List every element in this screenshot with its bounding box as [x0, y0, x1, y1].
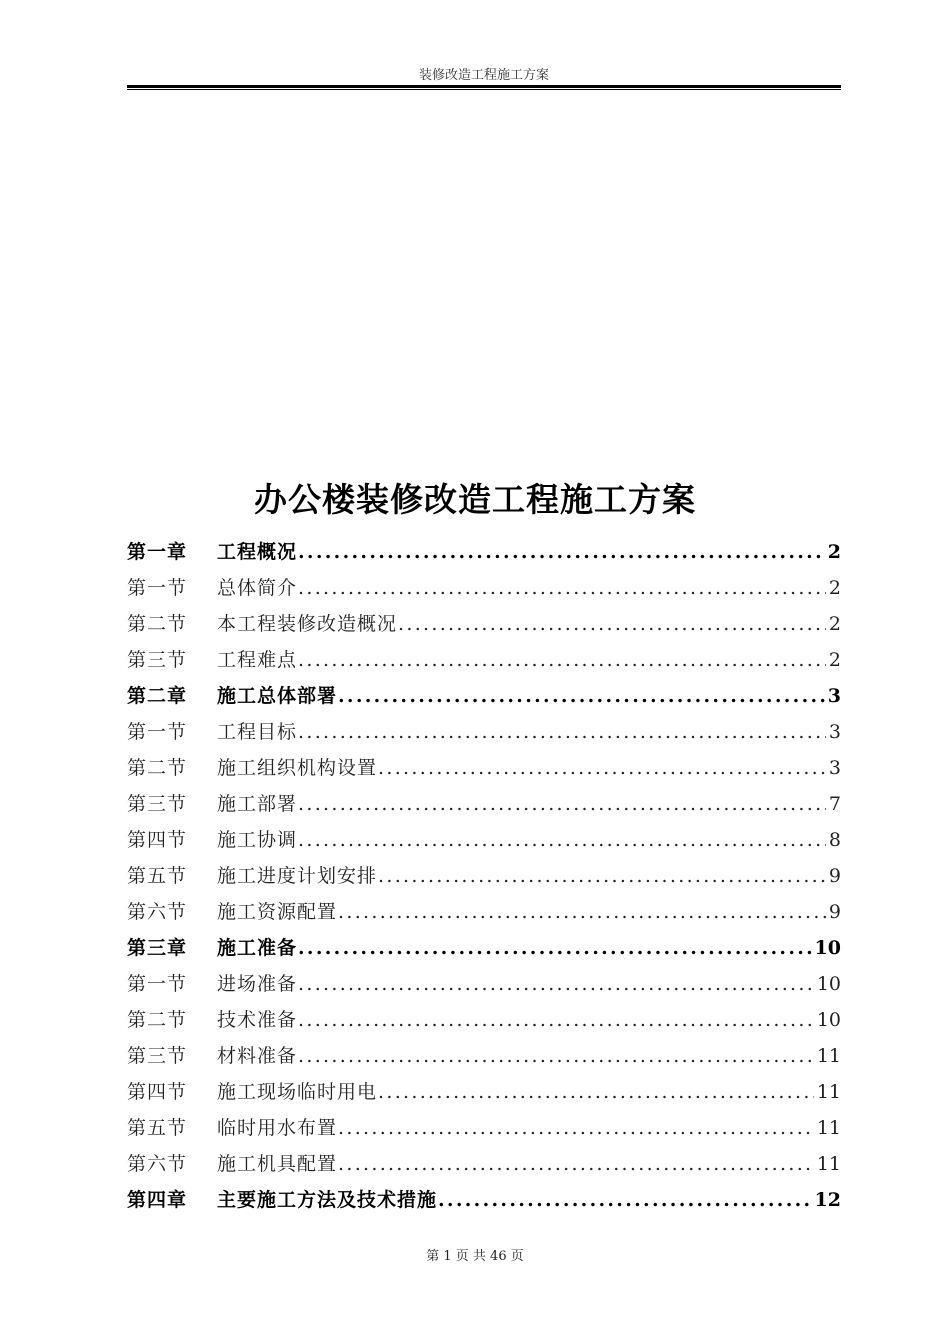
running-header: 装修改造工程施工方案	[418, 68, 549, 83]
toc-entry-section[interactable]	[127, 1002, 841, 1038]
toc-entry-number: 第四节	[127, 1081, 188, 1103]
toc-entry-page: 9	[828, 865, 841, 887]
toc-dot-leader	[377, 1074, 814, 1110]
toc-entry-number: 第四节	[127, 829, 188, 851]
toc-entry-chapter[interactable]	[127, 930, 841, 966]
toc-entry-page: 3	[828, 721, 841, 743]
toc-entry-chapter[interactable]	[127, 1182, 841, 1218]
toc-entry-number: 第一章	[127, 541, 188, 563]
toc-entry-page: 2	[827, 541, 841, 563]
toc-entry-title: 材料准备	[217, 1045, 298, 1067]
toc-entry-page: 3	[828, 757, 841, 779]
toc-entry-number: 第二章	[127, 685, 188, 707]
toc-entry-number: 第六节	[127, 1153, 188, 1175]
toc-entry-page: 11	[816, 1045, 841, 1067]
toc-entry-page: 7	[828, 793, 841, 815]
toc-entry-section[interactable]	[127, 1110, 841, 1146]
toc-entry-chapter[interactable]	[127, 534, 841, 570]
toc-entry-title: 施工进度计划安排	[217, 865, 378, 887]
toc-entry-number: 第二节	[127, 757, 188, 779]
toc-entry-section[interactable]	[127, 858, 841, 894]
toc-dot-leader	[297, 1038, 814, 1074]
toc-entry-title: 工程难点	[217, 649, 298, 671]
toc-dot-leader	[297, 930, 812, 966]
toc-entry-page: 9	[828, 901, 841, 923]
toc-entry-page: 8	[828, 829, 841, 851]
toc-entry-title: 进场准备	[217, 973, 298, 995]
toc-entry-section[interactable]	[127, 1074, 841, 1110]
toc-dot-leader	[297, 786, 826, 822]
toc-entry-title: 施工现场临时用电	[217, 1081, 378, 1103]
toc-entry-section[interactable]	[127, 642, 841, 678]
toc-entry-page: 12	[814, 1189, 841, 1211]
toc-entry-section[interactable]	[127, 1038, 841, 1074]
toc-entry-number: 第三节	[127, 1045, 188, 1067]
toc-entry-title: 技术准备	[217, 1009, 298, 1031]
toc-entry-page: 2	[828, 649, 841, 671]
toc-entry-number: 第三章	[127, 937, 188, 959]
toc-entry-section[interactable]	[127, 570, 841, 606]
toc-dot-leader	[297, 570, 826, 606]
toc-dot-leader	[297, 966, 814, 1002]
toc-dot-leader	[297, 1002, 814, 1038]
toc-entry-page: 10	[814, 937, 841, 959]
toc-entry-number: 第三节	[127, 649, 188, 671]
header-rule-thin	[127, 89, 841, 90]
toc-entry-title: 施工准备	[217, 937, 298, 959]
toc-entry-page: 11	[816, 1081, 841, 1103]
header-rule	[127, 85, 841, 88]
toc-dot-leader	[337, 678, 825, 714]
toc-dot-leader	[397, 606, 826, 642]
toc-dot-leader	[297, 534, 825, 570]
toc-entry-section[interactable]	[127, 966, 841, 1002]
toc-entry-page: 11	[816, 1153, 841, 1175]
toc-entry-title: 施工协调	[217, 829, 298, 851]
toc-entry-page: 10	[816, 1009, 841, 1031]
toc-entry-number: 第一节	[127, 973, 188, 995]
toc-dot-leader	[297, 714, 826, 750]
toc-entry-page: 2	[828, 577, 841, 599]
toc-entry-section[interactable]	[127, 786, 841, 822]
toc-dot-leader	[297, 822, 826, 858]
toc-entry-page: 11	[816, 1117, 841, 1139]
toc-entry-title: 施工部署	[217, 793, 298, 815]
toc-entry-number: 第五节	[127, 865, 188, 887]
toc-entry-section[interactable]	[127, 714, 841, 750]
toc-entry-number: 第一节	[127, 721, 188, 743]
toc-dot-leader	[297, 642, 826, 678]
toc-entry-page: 10	[816, 973, 841, 995]
toc-entry-page: 2	[828, 613, 841, 635]
toc-entry-chapter[interactable]	[127, 678, 841, 714]
toc-dot-leader	[337, 894, 826, 930]
toc-entry-title: 临时用水布置	[217, 1117, 338, 1139]
toc-entry-section[interactable]	[127, 606, 841, 642]
toc-entry-section[interactable]	[127, 822, 841, 858]
toc-dot-leader	[437, 1182, 812, 1218]
toc-entry-title: 施工总体部署	[217, 685, 338, 707]
toc-dot-leader	[377, 750, 826, 786]
toc-dot-leader	[337, 1110, 814, 1146]
toc-dot-leader	[377, 858, 826, 894]
toc-entry-page: 3	[827, 685, 841, 707]
toc-entry-number: 第三节	[127, 793, 188, 815]
toc-entry-number: 第二节	[127, 613, 188, 635]
toc-entry-number: 第六节	[127, 901, 188, 923]
toc-entry-title: 工程概况	[217, 541, 298, 563]
toc-entry-title: 主要施工方法及技术措施	[217, 1189, 438, 1211]
toc-entry-title: 本工程装修改造概况	[217, 613, 398, 635]
toc-entry-section[interactable]	[127, 894, 841, 930]
toc-entry-number: 第二节	[127, 1009, 188, 1031]
toc-entry-title: 施工机具配置	[217, 1153, 338, 1175]
toc-entry-number: 第五节	[127, 1117, 188, 1139]
table-of-contents	[127, 534, 841, 1218]
toc-dot-leader	[337, 1146, 814, 1182]
toc-entry-title: 总体简介	[217, 577, 298, 599]
page-footer: 第 1 页 共 46 页	[426, 1249, 524, 1264]
toc-entry-number: 第四章	[127, 1189, 188, 1211]
toc-entry-section[interactable]	[127, 750, 841, 786]
toc-entry-title: 施工资源配置	[217, 901, 338, 923]
toc-entry-section[interactable]	[127, 1146, 841, 1182]
document-title: 办公楼装修改造工程施工方案	[254, 480, 696, 519]
toc-entry-title: 工程目标	[217, 721, 298, 743]
toc-entry-title: 施工组织机构设置	[217, 757, 378, 779]
toc-entry-number: 第一节	[127, 577, 188, 599]
